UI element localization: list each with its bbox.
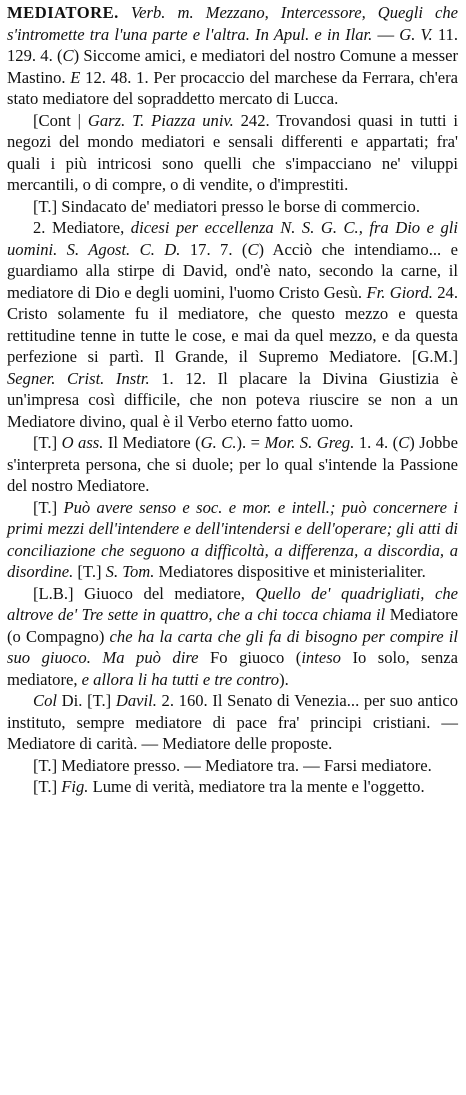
italic-run: C xyxy=(62,46,74,65)
italic-run: Davil. xyxy=(115,691,157,710)
italic-run: dicesi per eccellenza N. S. G. C., fra Dio e gli uomini. S. Agost. C. D. xyxy=(7,218,458,259)
italic-run: C xyxy=(247,239,259,259)
italic-run: Fr. Giord. xyxy=(366,282,433,302)
entry-paragraph-4 xyxy=(7,217,458,432)
entry-paragraph-9 xyxy=(7,755,458,777)
entry-paragraph-10 xyxy=(7,776,458,798)
entry-paragraph-1 xyxy=(7,2,458,110)
entry-paragraph-7 xyxy=(7,583,458,691)
text-run: Il Mediatore ( xyxy=(103,433,201,452)
text-run: [T.] xyxy=(73,562,106,581)
text-run: ) Acciò che intendiamo... e guardiamo alla stirpe di David, ond'è nato, secondo la carne, il mediatore di Dio e degli uomini, l'uomo Cristo Gesù. xyxy=(7,239,458,302)
text-run: 12. 48. 1. Per procaccio del marchese da Ferrara, ch'era stato mediatore del sopraddetto mercato di Lucca. xyxy=(7,67,458,108)
entry-paragraph-8 xyxy=(7,690,458,755)
text-run: 1. 4. ( xyxy=(354,433,399,452)
text-run: [T.] Mediatore presso. — Mediatore tra. — Farsi mediatore. xyxy=(33,755,432,775)
italic-run: Può avere senso e soc. e mor. e intell.; può concernere i primi mezzi dell'intendere e dell'intendersi e dell'operare; gli atti di conciliazione che seguono a difficoltà, a differenza, a discordia, a disordine. xyxy=(7,497,458,581)
text-run: [T.] Sindacato de' mediatori presso le borse di commercio. xyxy=(33,196,420,216)
text-run: Di. [T.] xyxy=(56,691,116,710)
entry-paragraph-6 xyxy=(7,497,458,583)
text-run: [T.] xyxy=(33,497,64,517)
text-run: ) Siccome amici, e mediatori del nostro Comune a messer Mastino. xyxy=(7,46,458,87)
entry-paragraph-3 xyxy=(7,196,458,218)
italic-run: C xyxy=(398,433,410,452)
text-run: [L.B.] Giuoco del mediatore, xyxy=(33,583,256,603)
italic-run: inteso xyxy=(301,648,341,667)
text-run: [Cont | xyxy=(33,110,88,130)
text-run: [T.] xyxy=(33,777,62,796)
text-run: 11. 129. 4. ( xyxy=(7,24,458,65)
italic-run: Mor. S. Greg. xyxy=(264,433,355,452)
italic-run: Verb. m. Mezzano, Intercessore, Quegli che s'intromette tra l'una parte e l'altra. In Apul. e in Ilar. xyxy=(7,3,458,44)
headword: MEDIATORE. xyxy=(7,3,119,22)
text-run: [T.] xyxy=(33,433,62,452)
italic-run: G. V. xyxy=(399,24,433,44)
italic-run: Col xyxy=(33,691,57,710)
entry-paragraph-5 xyxy=(7,432,458,497)
italic-run: S. Tom. xyxy=(105,562,155,581)
text-run: Io solo, senza mediatore, xyxy=(7,648,458,689)
text-run: ). xyxy=(279,669,289,689)
italic-run: Quello de' quadrigliati, che altrove de' Tre sette in quattro, che a chi tocca chiama il xyxy=(7,583,458,624)
entry-paragraph-2 xyxy=(7,110,458,196)
italic-run: e allora li ha tutti e tre contro xyxy=(81,669,280,689)
italic-run: Fig. xyxy=(61,777,89,796)
italic-run: G. C. xyxy=(200,433,237,452)
text-run: 17. 7. ( xyxy=(180,239,248,259)
text-run: ). = xyxy=(236,433,265,452)
italic-run: O ass. xyxy=(61,433,104,452)
text-run: Lume di verità, mediatore tra la mente e l'oggetto. xyxy=(88,777,425,796)
italic-run: Segner. Crist. Instr. xyxy=(7,368,150,388)
text-run: ) Jobbe s'interpreta persona, che si duole; per lo qual s'intende la Passione del nostro Mediatore. xyxy=(7,433,458,495)
italic-run: E xyxy=(70,67,81,87)
text-run xyxy=(119,3,131,22)
italic-run: che ha la carta che gli fa di bisogno per compire il suo giuoco. Ma può dire xyxy=(7,626,458,667)
text-run: 2. Mediatore, xyxy=(33,218,131,237)
text-run: Mediatore (o Compagno) xyxy=(7,605,458,646)
text-run: 242. Trovandosi quasi in tutti i negozi del mondo mediatori e sensali differenti e appartati; fra' quali i più intricosi sono quelli che s'impacciano ne' viluppi mercantili, o di compre, o di vendite, o d'imprestiti. xyxy=(7,110,458,194)
italic-run: Garz. T. Piazza univ. xyxy=(87,110,234,130)
text-run: Fo giuoco ( xyxy=(198,648,302,667)
text-run: — xyxy=(372,24,400,44)
text-run: 1. 12. Il placare la Divina Giustizia è un'impresa così difficile, che non poteva riuscire se non a un Mediatore divino, qual è il Verbo eterno fatto uomo. xyxy=(7,368,458,431)
text-run: Mediatores dispositive et ministerialiter. xyxy=(154,562,426,581)
text-run: 2. 160. Il Senato di Venezia... per suo antico instituto, sempre mediatore di pace fra' principi cristiani. — Mediatore di carità. — Mediatore delle proposte. xyxy=(7,691,459,753)
text-run: 24. Cristo solamente fu il mediatore, che questo mezzo e questa rettitudine tenne in tutte le cose, e mai da quel mezzo, e da questa perfezione si partì. Il Grande, il Supremo Mediatore. [G.M.] xyxy=(7,282,459,366)
